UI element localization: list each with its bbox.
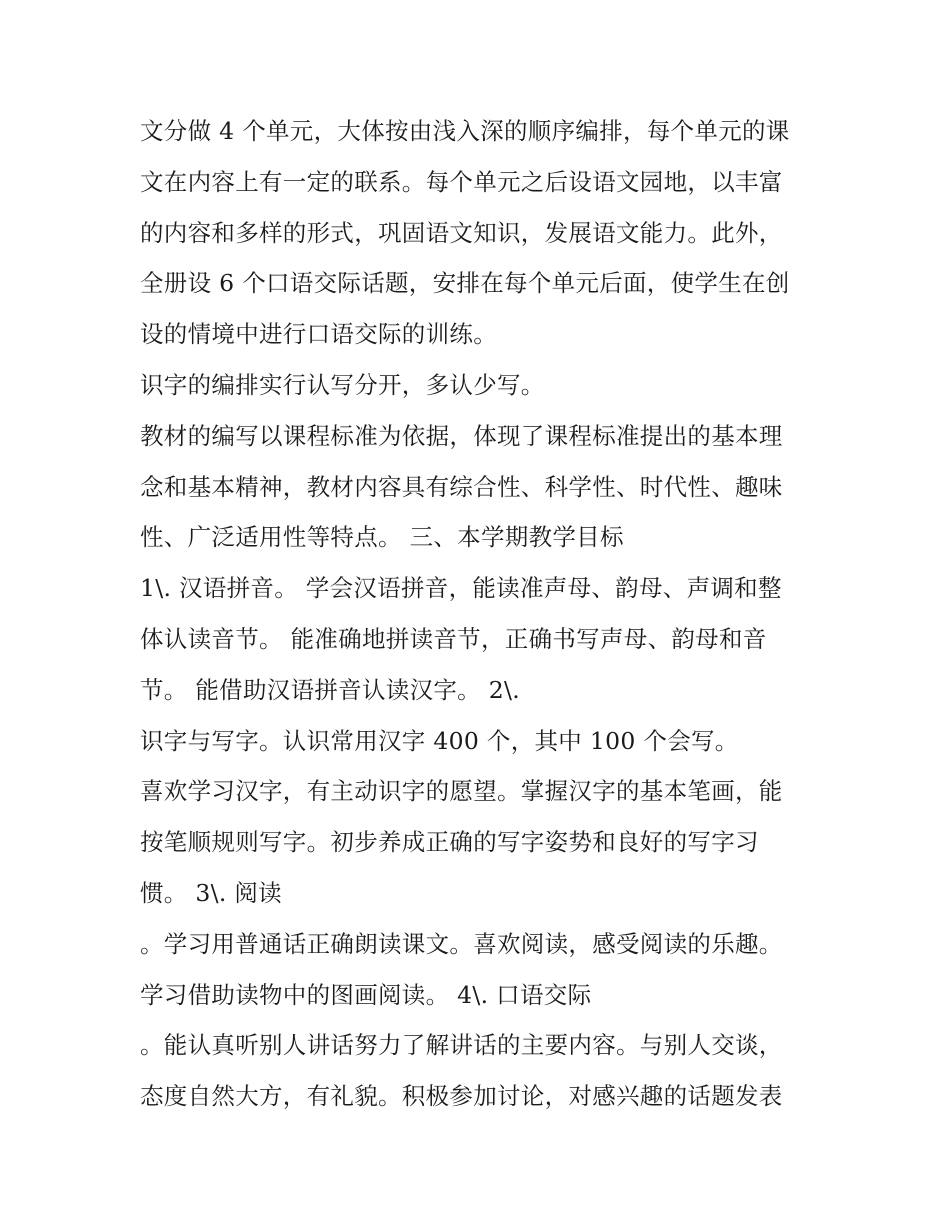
text-line: 1\. 汉语拼音。 学会汉语拼音，能读准声母、韵母、声调和整	[140, 574, 782, 603]
text-line: 惯。 3\. 阅读	[140, 878, 282, 907]
body-text	[140, 106, 830, 1122]
text-line: 喜欢学习汉字，有主动识字的愿望。掌握汉字的基本笔画，能	[140, 777, 783, 806]
text-line: 按笔顺规则写字。初步养成正确的写字姿势和良好的写字习	[140, 828, 759, 857]
text-line: 念和基本精神，教材内容具有综合性、科学性、时代性、趣味	[140, 472, 783, 501]
text-line: 节。 能借助汉语拼音认读汉字。 2\.	[140, 675, 520, 704]
text-line: 态度自然大方，有礼貌。积极参加讨论，对感兴趣的话题发表	[140, 1082, 783, 1111]
text-line: 文分做 4 个单元，大体按由浅入深的顺序编排，每个单元的课	[140, 117, 790, 145]
text-line: 性、广泛适用性等特点。 三、本学期教学目标	[140, 523, 624, 552]
text-line: 设的情境中进行口语交际的训练。	[140, 320, 497, 349]
text-line: 。能认真听别人讲话努力了解讲话的主要内容。与别人交谈，	[140, 1031, 783, 1060]
text-line: 识字的编排实行认写分开，多认少写。	[140, 370, 545, 399]
text-line: 。学习用普通话正确朗读课文。喜欢阅读，感受阅读的乐趣。	[140, 929, 783, 958]
text-line: 的内容和多样的形式，巩固语文知识，发展语文能力。此外，	[140, 218, 783, 247]
text-line: 识字与写字。认识常用汉字 400 个，其中 100 个会写。	[140, 726, 739, 755]
text-line: 全册设 6 个口语交际话题，安排在每个单元后面，使学生在创	[140, 269, 790, 298]
text-line: 文在内容上有一定的联系。每个单元之后设语文园地，以丰富	[140, 167, 783, 196]
text-line: 教材的编写以课程标准为依据，体现了课程标准提出的基本理	[140, 421, 783, 450]
text-line: 体认读音节。 能准确地拼读音节，正确书写声母、韵母和音	[140, 624, 767, 653]
text-line: 学习借助读物中的图画阅读。 4\. 口语交际	[140, 980, 592, 1009]
